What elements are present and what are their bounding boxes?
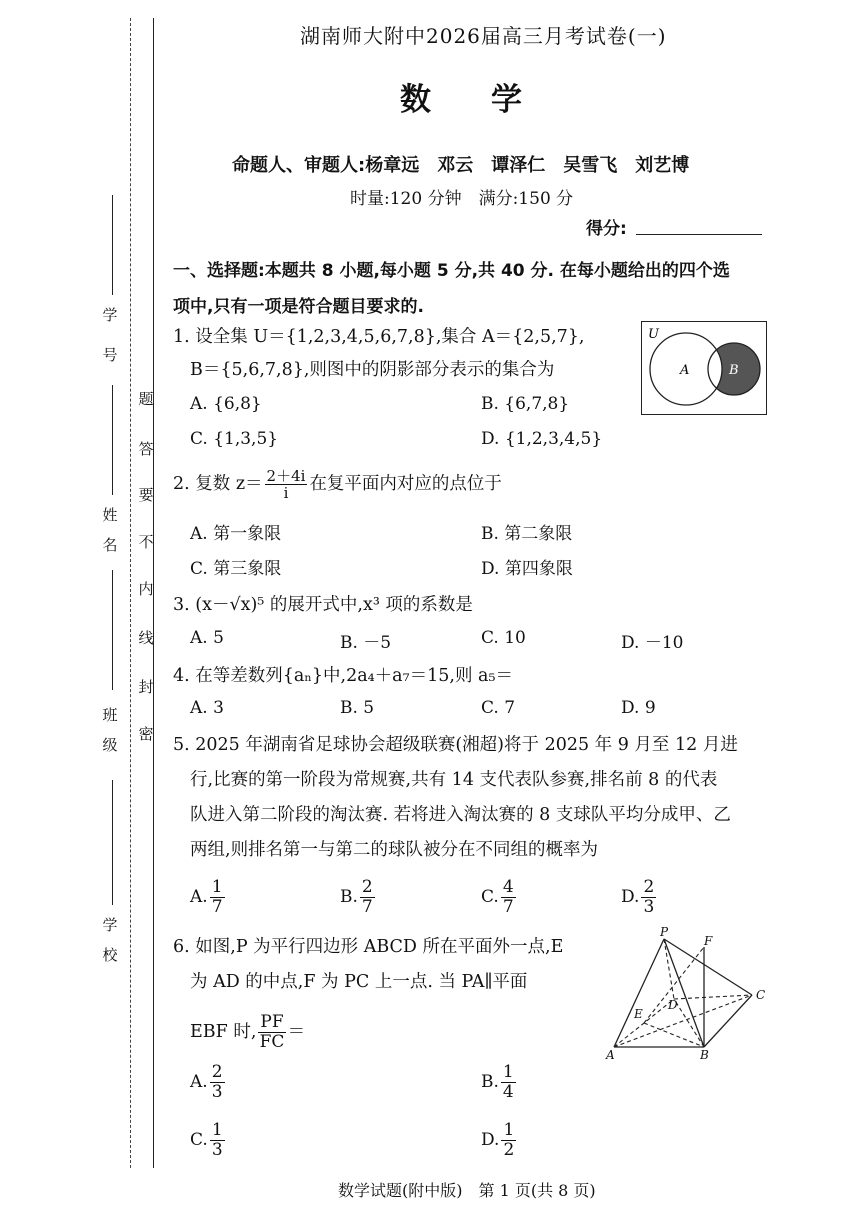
q6-option-a[interactable] (190, 1063, 227, 1102)
subject-title: 数学 (400, 82, 582, 118)
q5-d-frac (641, 878, 656, 917)
q1-option-a[interactable]: A. {6,8} (190, 394, 262, 414)
q2-option-a[interactable]: A. 第一象限 (190, 524, 282, 544)
q6-ebf: EBF 时, (190, 1022, 257, 1042)
label-e: E (634, 1007, 643, 1021)
q2-suffix: 在复平面内对应的点位于 (309, 474, 502, 494)
q5-b-letter: B. (340, 887, 358, 907)
q6-c-letter: C. (190, 1130, 208, 1150)
q6-stem-line1: 6. 如图,P 为平行四边形 ABCD 所在平面外一点,E (173, 937, 564, 957)
q3-stem: 3. (x－√x)⁵ 的展开式中,x³ 项的系数是 (173, 595, 473, 615)
q4-option-a[interactable]: A. 3 (190, 698, 224, 718)
q5-c-den: 7 (502, 897, 514, 917)
q5-d-num: 2 (643, 877, 655, 897)
seal-char: 密 (138, 725, 154, 743)
q6-option-b[interactable] (481, 1063, 518, 1102)
q2-option-c[interactable]: C. 第三象限 (190, 559, 282, 579)
binding-dashed-line (130, 18, 131, 1168)
name-blank[interactable] (112, 385, 113, 495)
q4-option-b[interactable]: B. 5 (340, 698, 375, 718)
student-id-blank[interactable] (112, 195, 113, 295)
label-d: D (668, 998, 678, 1012)
q6-frac-num: PF (260, 1012, 284, 1032)
q6-b-den: 4 (502, 1082, 514, 1102)
q6-c-num: 1 (211, 1120, 223, 1140)
score-label: 得分: (586, 219, 627, 239)
q5-a-frac (210, 878, 225, 917)
edge-eb (644, 1023, 704, 1047)
q5-a-letter: A. (190, 887, 208, 907)
section-heading: 一、选择题:本题共 8 小题,每小题 5 分,共 40 分. 在每小题给出的四个选 (173, 261, 730, 281)
q6-d-letter: D. (481, 1130, 500, 1150)
q6-a-den: 3 (211, 1082, 223, 1102)
q5-c-letter: C. (481, 887, 499, 907)
q5-stem-line3: 队进入第二阶段的淘汰赛. 若将进入淘汰赛的 8 支球队平均分成甲、乙 (190, 805, 731, 825)
q6-d-den: 2 (503, 1140, 515, 1160)
q3-option-d[interactable]: D. －10 (621, 633, 684, 653)
q5-stem-line4: 两组,则排名第一与第二的球队被分在不同组的概率为 (190, 840, 599, 860)
q2-option-d[interactable]: D. 第四象限 (481, 559, 573, 579)
q5-option-a[interactable] (190, 878, 227, 917)
seal-char: 内 (138, 580, 154, 598)
q6-a-num: 2 (211, 1062, 223, 1082)
school-blank[interactable] (112, 780, 113, 905)
q1-option-c[interactable]: C. {1,3,5} (190, 429, 279, 449)
q1-option-d[interactable]: D. {1,2,3,4,5} (481, 429, 603, 449)
q2-prefix: 2. 复数 z＝ (173, 474, 263, 494)
q5-a-den: 7 (211, 897, 223, 917)
q5-stem-line2: 行,比赛的第一阶段为常规赛,共有 14 支代表队参赛,排名前 8 的代表 (190, 770, 718, 790)
q5-b-frac (360, 878, 375, 917)
q6-option-c[interactable] (190, 1121, 227, 1160)
page-footer: 数学试题(附中版) 第 1 页(共 8 页) (338, 1181, 596, 1200)
q1-option-b[interactable]: B. {6,7,8} (481, 394, 570, 414)
class-label: 班 (102, 706, 118, 724)
venn-svg (642, 322, 766, 414)
q3-option-c[interactable]: C. 10 (481, 628, 526, 648)
school-label-2: 校 (102, 946, 118, 964)
label-p: P (660, 925, 669, 939)
authors: 命题人、审题人:杨章远 邓云 谭泽仁 吴雪飞 刘艺博 (232, 155, 690, 176)
q5-b-num: 2 (361, 877, 373, 897)
seal-char: 答 (138, 440, 154, 458)
q5-b-den: 7 (361, 897, 373, 917)
q1-stem: 1. 设全集 U＝{1,2,3,4,5,6,7,8},集合 A＝{2,5,7}, (173, 327, 585, 347)
seal-char: 线 (138, 629, 154, 647)
venn-diagram (641, 321, 767, 415)
q6-b-num: 1 (502, 1062, 514, 1082)
name-label-2: 名 (102, 536, 118, 554)
student-id-label-2: 号 (102, 346, 118, 364)
seal-char: 题 (138, 390, 154, 408)
seal-char: 封 (138, 678, 154, 696)
q6-c-frac (210, 1121, 225, 1160)
label-b: B (700, 1048, 709, 1062)
q3-option-a[interactable]: A. 5 (190, 628, 224, 648)
class-label-2: 级 (102, 736, 118, 754)
q4-option-d[interactable]: D. 9 (621, 698, 656, 718)
seal-char: 要 (138, 486, 154, 504)
q6-fraction (258, 1013, 285, 1052)
q5-c-frac (501, 878, 516, 917)
q5-a-num: 1 (211, 877, 223, 897)
q6-d-frac (501, 1121, 516, 1160)
q6-c-den: 3 (211, 1140, 223, 1160)
q6-eq: ＝ (287, 1022, 306, 1042)
edge-pd (664, 939, 674, 999)
edge-bc (704, 995, 752, 1047)
seal-char: 不 (138, 533, 154, 551)
q6-option-d[interactable] (481, 1121, 518, 1160)
score-blank[interactable] (636, 234, 762, 235)
q6-b-frac (501, 1063, 516, 1102)
label-f: F (704, 934, 713, 948)
q2-frac-den: i (283, 484, 289, 502)
q6-frac-den: FC (259, 1032, 285, 1052)
q6-stem-line3 (190, 1013, 305, 1052)
label-c: C (756, 988, 766, 1002)
venn-label-b: B (729, 363, 739, 378)
q3-option-b[interactable]: B. －5 (340, 633, 392, 653)
q5-stem-line1: 5. 2025 年湖南省足球协会超级联赛(湘超)将于 2025 年 9 月至 12 月进 (173, 735, 738, 755)
student-id-label: 学 (102, 306, 118, 324)
label-a: A (606, 1048, 615, 1062)
q6-a-frac (210, 1063, 225, 1102)
q1-stem-cont: B＝{5,6,7,8},则图中的阴影部分表示的集合为 (190, 360, 555, 380)
pyramid-figure (600, 925, 775, 1065)
time-score: 时量:120 分钟 满分:150 分 (350, 189, 574, 209)
name-label: 姓 (102, 506, 118, 524)
q5-option-c[interactable] (481, 878, 518, 917)
venn-label-u: U (648, 327, 659, 342)
q2-frac-num: 2＋4i (266, 467, 306, 485)
section-heading-cont: 项中,只有一项是符合题目要求的. (173, 297, 424, 317)
q2-option-b[interactable]: B. 第二象限 (481, 524, 573, 544)
q6-d-num: 1 (503, 1120, 515, 1140)
school-label: 学 (102, 916, 118, 934)
q2-fraction (265, 468, 308, 501)
q2-stem (173, 468, 502, 501)
q6-b-letter: B. (481, 1072, 499, 1092)
q6-stem-line2: 为 AD 的中点,F 为 PC 上一点. 当 PA∥平面 (190, 972, 528, 992)
q6-a-letter: A. (190, 1072, 208, 1092)
q4-option-c[interactable]: C. 7 (481, 698, 516, 718)
exam-title: 湖南师大附中2026届高三月考试卷(一) (300, 24, 667, 48)
venn-label-a: A (680, 363, 690, 378)
q5-d-den: 3 (643, 897, 655, 917)
q4-stem: 4. 在等差数列{aₙ}中,2a₄＋a₇＝15,则 a₅＝ (173, 666, 513, 686)
q5-d-letter: D. (621, 887, 640, 907)
q5-option-b[interactable] (340, 878, 377, 917)
q5-option-d[interactable] (621, 878, 658, 917)
q5-c-num: 4 (502, 877, 514, 897)
class-blank[interactable] (112, 570, 113, 690)
